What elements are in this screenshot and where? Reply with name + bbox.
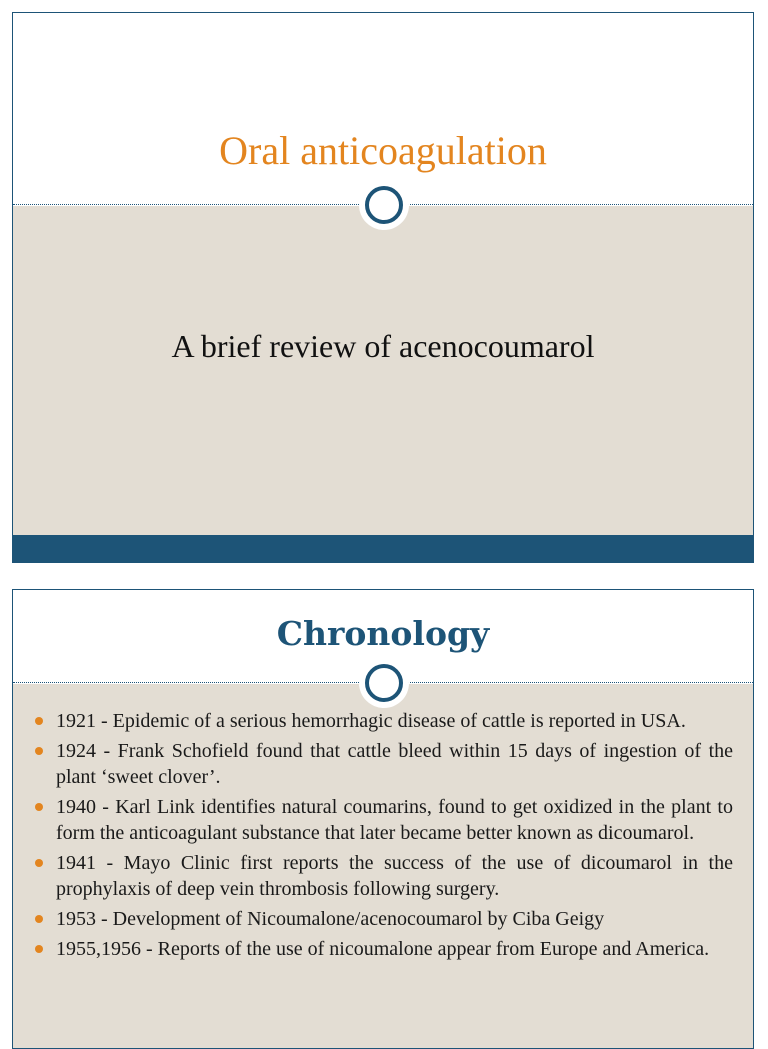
circle-ring — [365, 186, 403, 224]
chronology-slide — [12, 589, 754, 1049]
list-item-text: 1924 - Frank Schofield found that cattle bleed within 15 days of ingestion of the plant ‘sweet clover’. — [56, 740, 733, 788]
title-slide-body — [13, 206, 753, 537]
bullet-dot-icon — [35, 803, 43, 811]
bullet-dot-icon — [35, 915, 43, 923]
list-item-text: 1940 - Karl Link identifies natural coumarins, found to get oxidized in the plant to form the anticoagulant substance that later became better known as dicoumarol. — [56, 796, 733, 844]
chronology-list — [35, 708, 733, 966]
title-slide — [12, 12, 754, 563]
list-item-text: 1921 - Epidemic of a serious hemorrhagic disease of cattle is reported in USA. — [56, 710, 686, 732]
list-item — [35, 850, 733, 902]
section-title: Chronology — [276, 614, 490, 653]
list-item — [35, 794, 733, 846]
list-item — [35, 738, 733, 790]
bullet-dot-icon — [35, 859, 43, 867]
slide-footer-band — [13, 535, 753, 562]
circle-ornament-icon — [359, 658, 409, 708]
list-item — [35, 936, 733, 962]
list-item — [35, 708, 733, 734]
list-item — [35, 906, 733, 932]
circle-ornament-icon — [359, 180, 409, 230]
slide-title: Oral anticoagulation — [219, 128, 547, 173]
list-item-text: 1955,1956 - Reports of the use of nicoumalone appear from Europe and America. — [56, 938, 710, 960]
slide-subtitle: A brief review of acenocoumarol — [171, 328, 595, 364]
list-item-text: 1941 - Mayo Clinic first reports the success of the use of dicoumarol in the prophylaxis of deep vein thrombosis following surgery. — [56, 852, 733, 900]
circle-ring — [365, 664, 403, 702]
bullet-dot-icon — [35, 747, 43, 755]
bullet-dot-icon — [35, 717, 43, 725]
list-item-text: 1953 - Development of Nicoumalone/acenocoumarol by Ciba Geigy — [56, 908, 605, 930]
bullet-dot-icon — [35, 945, 43, 953]
